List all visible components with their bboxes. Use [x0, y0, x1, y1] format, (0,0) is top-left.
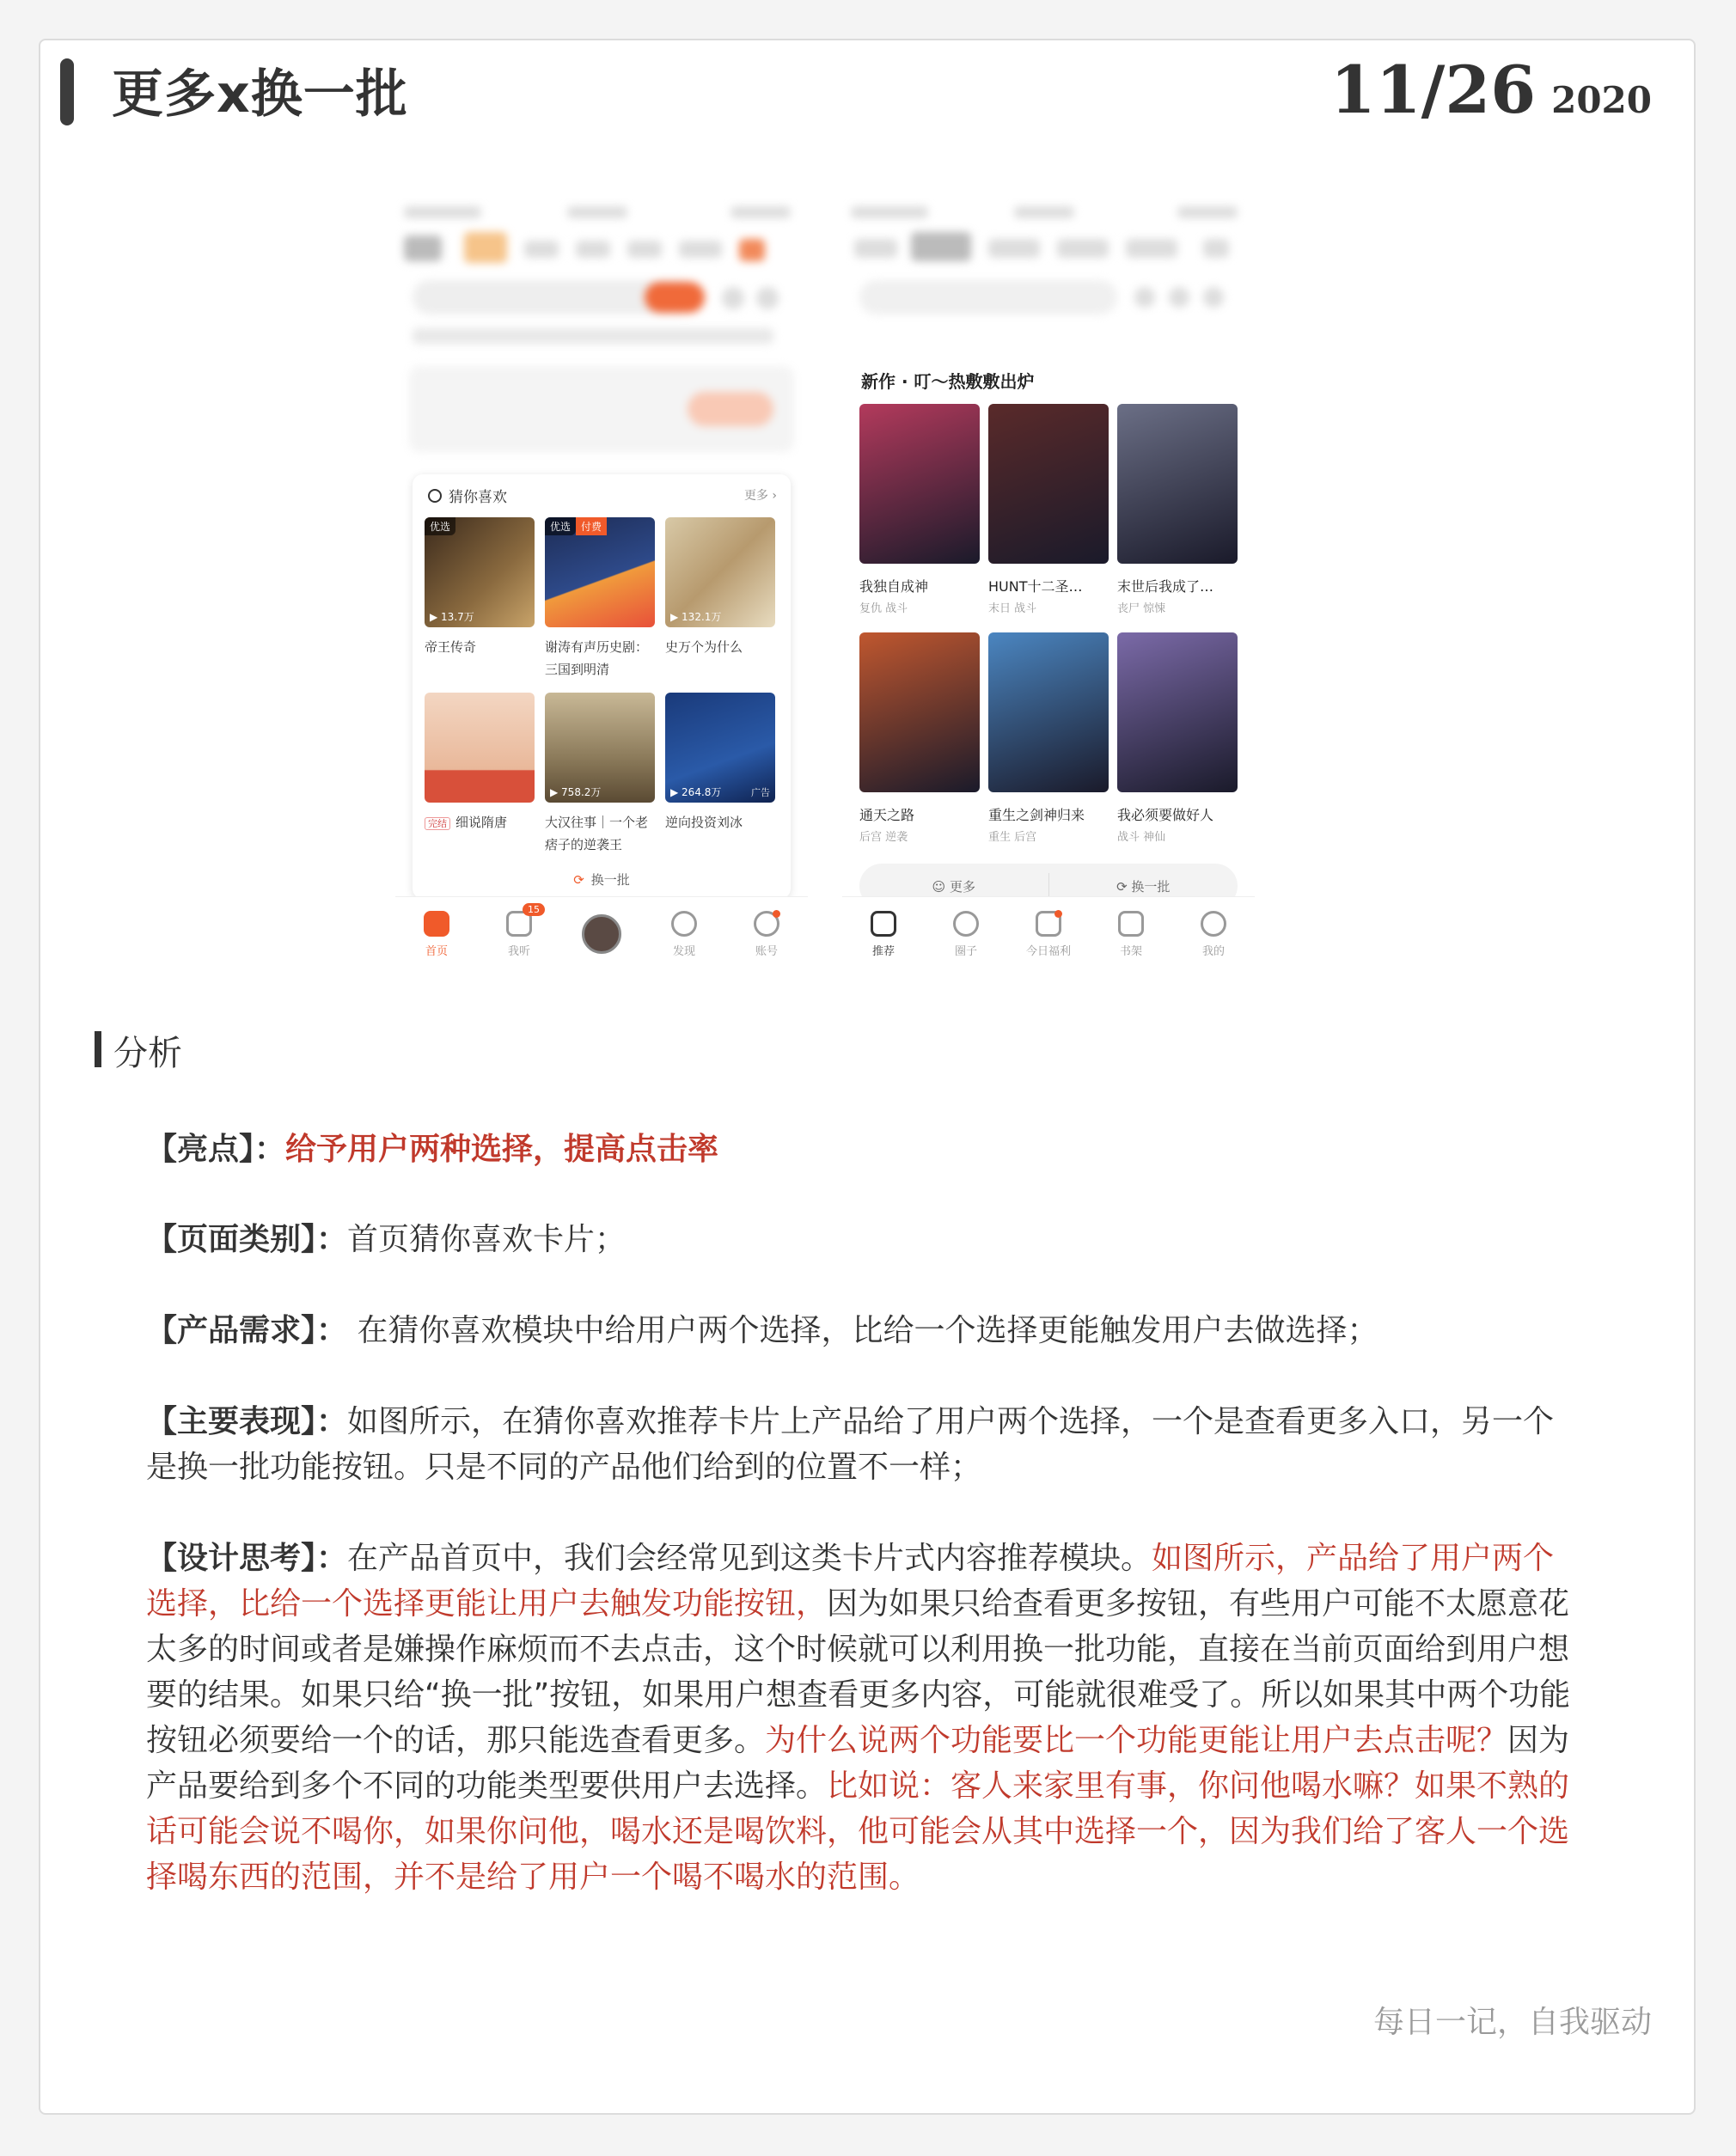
bottom-tab-bar — [395, 896, 808, 971]
performance-label: 【主要表现】： — [146, 1404, 348, 1439]
tab-bookshelf[interactable]: 书架 — [1090, 897, 1172, 971]
list-item[interactable] — [859, 632, 980, 844]
list-item[interactable] — [545, 517, 655, 681]
title-accent-bar — [60, 58, 74, 125]
need-paragraph — [146, 1308, 1581, 1353]
bookshelf-icon — [1118, 911, 1144, 937]
bottom-tab-bar — [842, 896, 1255, 971]
tab-circle[interactable]: 圈子 — [925, 897, 1007, 971]
album-title-row — [425, 811, 535, 856]
album-cover — [425, 693, 535, 803]
list-item[interactable] — [425, 693, 535, 856]
album-title: 谢涛有声历史剧：三国到明清 — [545, 639, 649, 677]
list-item[interactable] — [425, 517, 535, 681]
page-type-label: 【页面类别】： — [146, 1222, 348, 1257]
completed-tag: 完结 — [425, 817, 450, 830]
tab-player[interactable] — [560, 897, 643, 971]
paid-tag: 付费 — [576, 517, 607, 535]
profile-icon — [1201, 911, 1226, 937]
comic-tags: 末日 战斗 — [988, 602, 1037, 615]
album-title: 大汉往事｜一个老痞子的逆袭王 — [545, 815, 649, 852]
list-item[interactable] — [665, 693, 775, 856]
section-accent-bar — [95, 1031, 101, 1067]
comic-cover — [988, 632, 1109, 792]
comic-title: 我必须要做好人 — [1117, 807, 1214, 823]
highlight-paragraph — [146, 1127, 1581, 1172]
list-item[interactable] — [1117, 632, 1238, 844]
play-count: ▶ 264.8万 — [670, 786, 722, 798]
page-type-text: 首页猜你喜欢卡片； — [347, 1222, 627, 1257]
comic-tags: 后宫 逆袭 — [859, 831, 908, 844]
avatar-icon — [754, 911, 779, 937]
list-item[interactable] — [665, 517, 775, 681]
performance-text: 如图所示，在猜你喜欢推荐卡片上产品给了用户两个选择，一个是查看更多入口，另一个是换一批功能按钮。只是不同的产品他们给到的位置不一样； — [146, 1404, 1555, 1485]
section-title: 新作 · 叮～热敷敷出炉 — [861, 371, 1035, 392]
guess-card-title: 猜你喜欢 — [449, 489, 507, 506]
comic-tags: 战斗 神仙 — [1117, 831, 1166, 844]
notification-dot — [1054, 910, 1062, 918]
comic-title: 我独自成神 — [859, 578, 929, 595]
album-cover — [545, 693, 655, 803]
comic-cover — [859, 632, 980, 792]
date-month-day: 11/26 — [1330, 52, 1537, 128]
tab-home[interactable]: 首页 — [395, 897, 478, 971]
gift-icon — [1036, 911, 1061, 937]
design-thinking-paragraph: 【设计思考】：在产品首页中，我们会经常见到这类卡片式内容推荐模块。如图所示，产品给了用户两个选择，比给一个选择更能让用户去触发功能按钮，因为如果只给查看更多按钮，有些用户可能不太愿意花太多的时间或者是嫌操作麻烦而不去点击，这个时候就可以利用换一批功能，直接在当前页面给到用户想要的结果。如果只给“换一批”按钮，如果用户想查看更多内容，可能就很难受了。所以如果其中两个功能按钮必须要给一个的话，那只能选查看更多。为什么说两个功能要比一个功能更能让用户去点击呢？因为产品要给到多个不同的功能类型要供用户去选择。比如说：客人来家里有事，你问他喝水嘛？如果不熟的话可能会说不喝你，如果你问他，喝水还是喝饮料，他可能会从其中选择一个，因为我们给了客人一个选择喝东西的范围，并不是给了用户一个喝不喝水的范围。 — [146, 1541, 1571, 1895]
comic-title: 重生之剑神归来 — [988, 807, 1085, 823]
tab-mine[interactable]: 我的 — [1172, 897, 1255, 971]
album-title: 逆向投资刘冰 — [665, 815, 743, 830]
comic-title: 通天之路 — [859, 807, 915, 823]
tab-welfare[interactable]: 今日福利 — [1007, 897, 1090, 971]
list-item[interactable] — [1117, 404, 1238, 615]
featured-tag: 优选 — [425, 517, 455, 535]
comic-grid — [859, 404, 1238, 844]
play-count: ▶ 758.2万 — [550, 786, 602, 798]
comic-tags: 丧尸 惊悚 — [1117, 602, 1166, 615]
comic-cover — [988, 404, 1109, 564]
album-title: 史万个为什么 — [665, 639, 743, 655]
performance-paragraph — [146, 1399, 1581, 1490]
refresh-label: 换一批 — [590, 872, 630, 888]
tab-listen[interactable]: 15 我听 — [478, 897, 560, 971]
guess-you-like-card — [413, 474, 791, 899]
screenshot-audio-app — [395, 198, 808, 971]
player-disc-icon — [582, 914, 621, 954]
design-label: 【设计思考】： — [146, 1541, 348, 1576]
screenshot-comic-app — [842, 198, 1255, 971]
analysis-heading: 分析 — [113, 1034, 182, 1073]
user-icon — [428, 489, 442, 503]
featured-tag: 优选 — [545, 517, 576, 535]
ad-tag: 广告 — [751, 787, 770, 798]
album-cover — [665, 693, 775, 803]
home-icon — [424, 911, 449, 937]
list-item[interactable] — [545, 693, 655, 856]
comic-cover — [859, 404, 980, 564]
guess-card-header — [428, 485, 507, 506]
album-cover — [665, 517, 775, 627]
comic-tags: 重生 后宫 — [988, 831, 1037, 844]
album-title: 细说隋唐 — [455, 815, 508, 830]
list-item[interactable] — [859, 404, 980, 615]
more-link[interactable]: 更多 › — [743, 489, 777, 503]
album-title: 帝王传奇 — [425, 639, 477, 655]
date-stamp — [1330, 52, 1652, 128]
comic-title: 末世后我成了… — [1117, 578, 1214, 595]
play-count: ▶ 132.1万 — [670, 611, 722, 623]
refresh-button[interactable] — [413, 870, 791, 889]
highlight-label: 【亮点】： — [146, 1132, 286, 1167]
tab-recommend[interactable]: 推荐 — [842, 897, 925, 971]
guess-grid — [425, 517, 775, 856]
star-icon — [871, 911, 896, 937]
compass-icon — [671, 911, 697, 937]
highlight-text: 给予用户两种选择，提高点击率 — [285, 1132, 719, 1167]
comic-cover — [1117, 632, 1238, 792]
refresh-icon: ⟳ — [573, 872, 584, 888]
tab-account[interactable]: 账号 — [725, 897, 808, 971]
need-text: 在猜你喜欢模块中给用户两个选择，比给一个选择更能触发用户去做选择； — [357, 1313, 1378, 1348]
page-title: 更多x换一批 — [112, 64, 408, 125]
refresh-button[interactable]: ⟳ 换一批 — [1116, 878, 1171, 895]
play-count: ▶ 13.7万 — [430, 611, 474, 623]
album-cover — [545, 517, 655, 627]
circle-icon — [953, 911, 979, 937]
footer-slogan: 每日一记，自我驱动 — [1372, 2005, 1652, 2040]
list-item[interactable] — [988, 404, 1109, 615]
more-button[interactable]: ☺ 更多 — [932, 878, 975, 895]
comic-cover — [1117, 404, 1238, 564]
date-year: 2020 — [1551, 79, 1652, 121]
comic-tags: 复仇 战斗 — [859, 602, 908, 615]
need-label: 【产品需求】： — [146, 1313, 348, 1348]
comic-title: HUNT十二圣… — [988, 578, 1083, 595]
page-type-paragraph — [146, 1217, 1581, 1262]
tab-discover[interactable]: 发现 — [643, 897, 725, 971]
notification-dot — [773, 910, 780, 918]
list-item[interactable] — [988, 632, 1109, 844]
notification-badge: 15 — [523, 903, 545, 916]
album-cover — [425, 517, 535, 627]
